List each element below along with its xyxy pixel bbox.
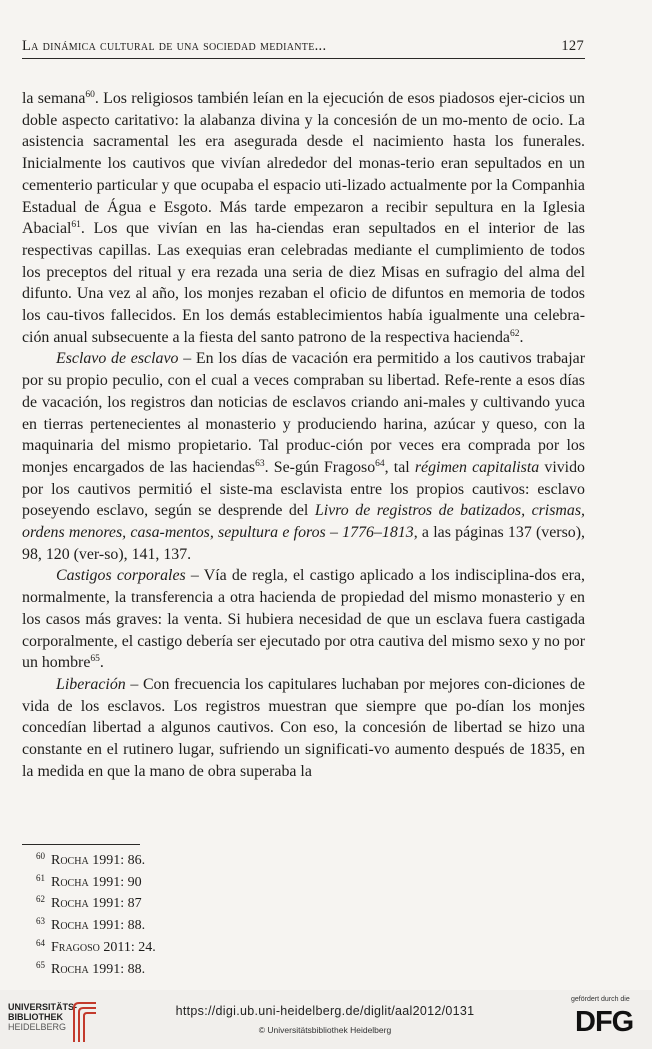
italic-book-title: Livro de registros de batizados, crismas, ordens menores, casa-mentos, sepultura e foros – 1776–1813 [22,502,585,542]
footnote-number: 60 [36,851,45,861]
section-title-castigos: Castigos corporales [56,567,186,585]
footnote-ref: 1991: 88. [88,961,146,977]
footnote [36,913,436,935]
footnote [36,957,436,979]
footnote-ref-62[interactable]: 62 [510,328,520,339]
text-run: . [99,654,104,672]
footnote-ref-63[interactable]: 63 [255,458,265,469]
text-run: , a las páginas 137 (verso), 98, 120 (ver-so), 141, 137. [22,524,585,563]
section-title-liberacion: Liberación [56,675,126,693]
university-library-logo[interactable] [8,1000,128,1044]
footnote-ref-60[interactable]: 60 [85,90,95,100]
running-title: La dinámica cultural de una sociedad mediante... [22,38,327,54]
dfg-logo-text: DFG [575,1006,634,1038]
footnote-author: Rocha [51,853,89,868]
copyright-notice: © Universitätsbibliothek Heidelberg [258,1025,392,1035]
paragraph-3 [22,565,585,674]
text-run: , tal [384,458,415,476]
footnotes [36,848,436,978]
library-name [8,1002,77,1032]
section-title-esclavo: Esclavo de esclavo [56,350,179,368]
footnote-ref: 1991: 88. [88,918,146,934]
paragraph-4 [22,674,585,783]
page-number: 127 [561,38,584,54]
text-run: – Vía de regla, el castigo aplicado a los indisciplina-dos era, normalmente, la transferencia a otra hacienda de propiedad del mismo monasterio y en los casos más graves: la venta. Si hubiera necesidad de que un esclava fuera castigada corporalmente, el castigo debería ser ejecutado por otra cautiva del mismo sexo y no por un hombre [22,567,585,672]
paragraph-2 [22,348,585,565]
text-run: . Los religiosos también leían en la ejecución de esos piadosos ejer-cicios un doble aspecto caritativo: la alabanza divina y la concesión de un mo-mento de ocio. La asistencia sacramental les era asegurada desde el nacimiento hasta los funerales. Inicialmente los cautivos que vivían alrededor del monas-terio eran sepultados en un cementerio particular y que ocupaba el espacio uti-lizado actualmente por la Companhia Estadual de Água e Esgoto. Más tarde empezaron a recibir sepultura en la Iglesia Abacial [22,90,585,238]
footnote-ref: 1991: 87 [88,896,142,912]
footnote-number: 65 [36,959,45,970]
footnote [36,848,436,870]
italic-term: régimen capitalista [414,458,540,476]
footnote-ref-61[interactable]: 61 [71,220,81,231]
permalink-url[interactable]: https://digi.ub.uni-heidelberg.de/diglit/aal2012/0131 [175,1004,475,1018]
viewer-footer [0,990,652,1049]
text-run: . Los que vivían en las ha-ciendas eran sepultados en el interior de las respectivas capillas. Las exequias eran celebradas mediante el cumplimiento de todos los preceptos del ritual y era rezada una seria de diez Misas en sufragio del alma del difunto. Una vez al año, los monjes rezaban el oficio de difuntos en memoria de todos los cau-tivos fallecidos. En los demás establecimientos había igualmente una celebra-ción anual subsecuente a la fiesta del santo patrono de la respectiva hacienda [22,220,585,346]
footnote-author: Rocha [51,896,89,912]
footnote-author: Rocha [51,918,89,934]
footnote-author: Rocha [51,874,89,890]
library-line-3: HEIDELBERG [8,1022,67,1032]
library-line-2: BIBLIOTHEK [8,1012,63,1022]
text-run: . [519,328,524,346]
footnote-ref-65[interactable]: 65 [90,654,100,665]
library-line-1: UNIVERSITÄTS- [8,1002,78,1012]
footnote [36,935,436,957]
footnote [36,891,436,913]
footnote-ref: 1991: 86. [88,853,146,868]
paragraph-1 [22,88,585,348]
footnote-author: Fragoso [51,939,100,955]
footnote-ref-64[interactable]: 64 [375,458,385,469]
funder-note: gefördert durch die [571,996,630,1003]
footnote-ref: 2011: 24. [99,939,156,955]
running-head [22,38,584,55]
footnote [36,870,436,892]
body-text [22,88,585,783]
footnote-number: 64 [36,937,45,948]
footnote-rule [22,844,140,845]
footnote-number: 62 [36,894,45,905]
footnote-ref: 1991: 90 [88,874,142,890]
text-run: – Con frecuencia los capitulares luchaban por mejores con-diciones de vida de los esclavos. Los registros muestran que siempre que po-dían los monjes concedían libertad a algunos cautivos. Con eso, la concesión de libertad se hizo una constante en el rutinero lugar, sufriendo un significati-vo aumento después de 1835, en la medida en que la mano de obra superaba la [22,675,585,780]
dfg-funding-logo [565,996,645,1042]
text-run: vivido por los cautivos permitió el siste-ma esclavista entre los propios cautivos: esclavo poseyendo esclavo, según se desprende del [22,458,585,520]
footnote-author: Rocha [51,961,89,977]
text-run: – En los días de vacación era permitido a los cautivos trabajar por su propio peculio, con el cual a veces compraban su libertad. Refe-rente a esos días de vacación, los registros dan noticias de esclavos criando ani-males y cultivando yuca en tierras pertenecientes al monasterio y produciendo harina, azúcar y queso, con la maquinaria del mismo propietario. Tal produc-ción por veces era comprada por los monjes encargados de las haciendas [22,350,585,476]
library-emblem-icon [70,1000,100,1044]
footnote-number: 61 [36,872,45,883]
text-run: la semana [22,90,86,107]
footnote-number: 63 [36,916,45,927]
text-run: . Se-gún Fragoso [264,458,376,476]
header-rule [22,58,585,59]
